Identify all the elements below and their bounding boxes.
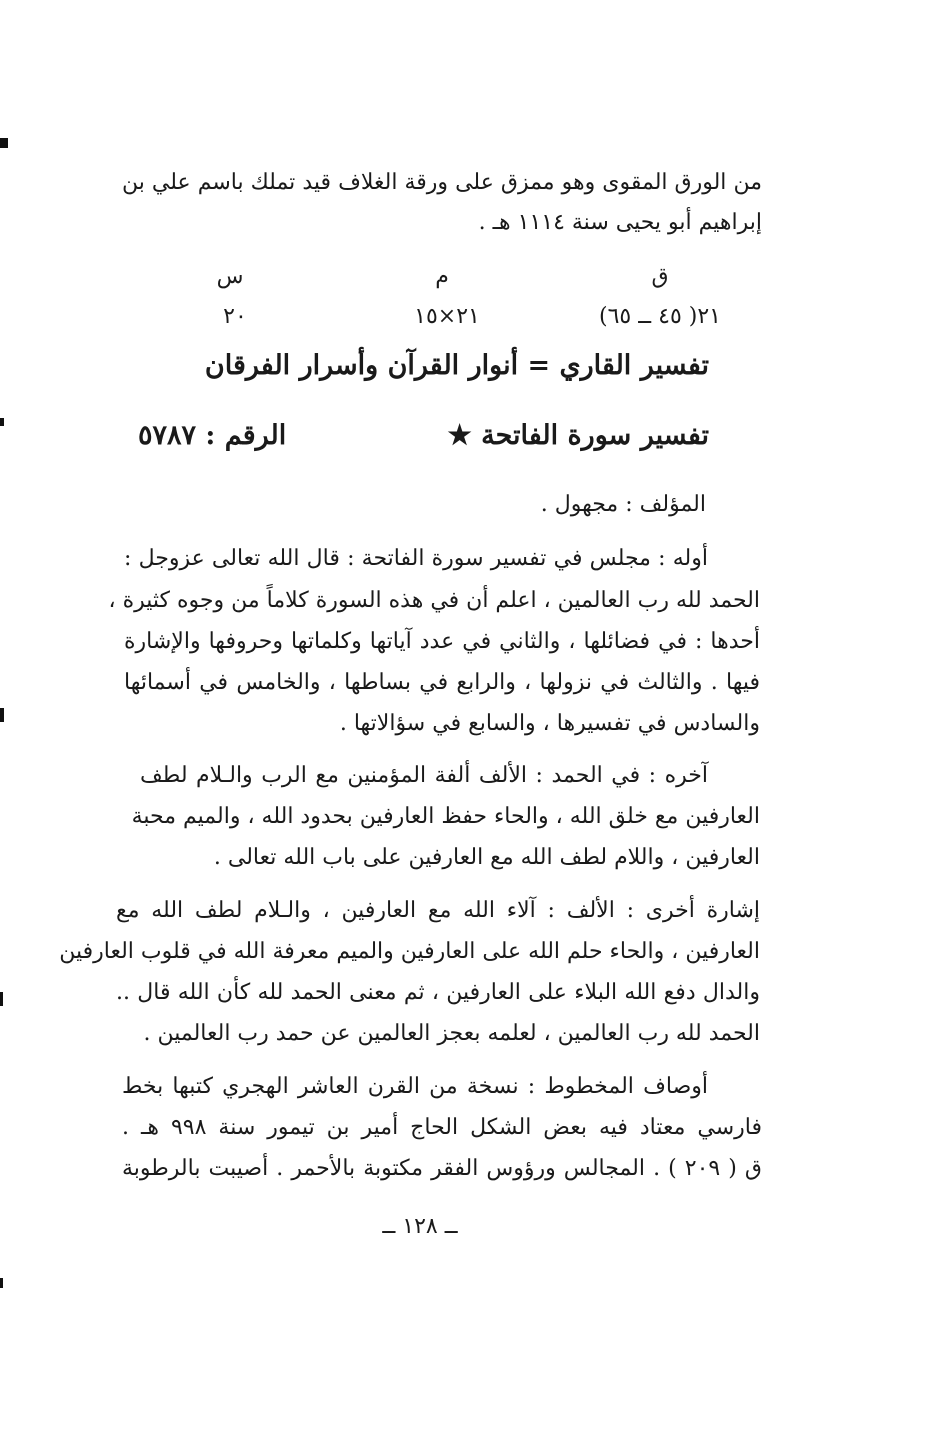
text-line: أحدها : في فضائلها ، والثاني في عدد آياتها وكلماتها وحروفها والإشارة [124,629,760,654]
text-line: العارفين ، والحاء حلم الله على العارفين والميم معرفة الله في قلوب العارفين [59,939,760,964]
entry-title: تفسير سورة الفاتحة ★ [447,420,709,451]
text-line: فارسي معتاد فيه بعض الشكل الحاج أمير بن تيمور سنة ٩٩٨ هـ . [122,1115,762,1140]
text-line: والسادس في تفسيرها ، والسابع في سؤالاتها . [339,711,760,736]
scan-edge-mark [0,708,4,722]
author-line: المؤلف : مجهول . [540,492,706,517]
text-line: العارفين ، واللام لطف الله مع العارفين على باب الله تعالى . [213,845,760,870]
scan-edge-mark [0,418,4,426]
page-number: ــ ١٢٨ ــ [382,1214,458,1239]
text-line: أوله : مجلس في تفسير سورة الفاتحة : قال الله تعالى عزوجل : [124,546,708,571]
text-line: من الورق المقوى وهو ممزق على ورقة الغلاف قيد تملك باسم علي بن [122,170,762,195]
work-title: تفسير القاري = أنوار القرآن وأسرار الفرقان [204,350,709,381]
text-line: أوصاف المخطوط : نسخة من القرن العاشر الهجري كتبها بخط [122,1074,708,1099]
text-line: العارفين مع خلق الله ، والحاء حفظ العارفين بحدود الله ، والميم محبة [131,804,760,829]
text-line: آخره : في الحمد : الألف ألفة المؤمنين مع الرب والـلام لطف [140,763,708,788]
catalog-number: الرقم : ٥٧٨٧ [138,420,287,451]
leaves-value: ٢١( ٤٥ ــ ٦٥) [599,304,721,329]
text-line: إشارة أخرى : الألف : آلاء الله مع العارفين ، والـلام لطف الله مع [116,898,760,923]
text-line: فيها . والثالث في نزولها ، والرابع في بساطها ، والخامس في أسمائها [124,670,760,695]
text-line: الحمد لله رب العالمين ، لعلمه بعجز العالمين عن حمد رب العالمين . [143,1021,760,1046]
text-line: والدال دفع الله البلاء على العارفين ، ثم معنى الحمد لله كأن الله قال .. [116,980,760,1005]
scan-edge-mark [0,992,3,1006]
text-line: إبراهيم أبو يحيى سنة ١١١٤ هـ . [478,210,762,235]
scan-edge-mark [0,1278,3,1288]
size-value: ٢١×١٥ [414,304,480,329]
size-label: م [435,264,449,289]
text-line: الحمد لله رب العالمين ، اعلم أن في هذه السورة كلاماً من وجوه كثيرة ، [108,588,760,613]
lines-label: س [216,264,244,289]
lines-value: ٢٠ [223,304,247,329]
scan-edge-mark [0,138,8,148]
leaves-label: ق [651,264,669,289]
text-line: ق ( ٢٠٩ ) . المجالس ورؤوس الفقر مكتوبة بالأحمر . أصيبت بالرطوبة [122,1156,762,1181]
